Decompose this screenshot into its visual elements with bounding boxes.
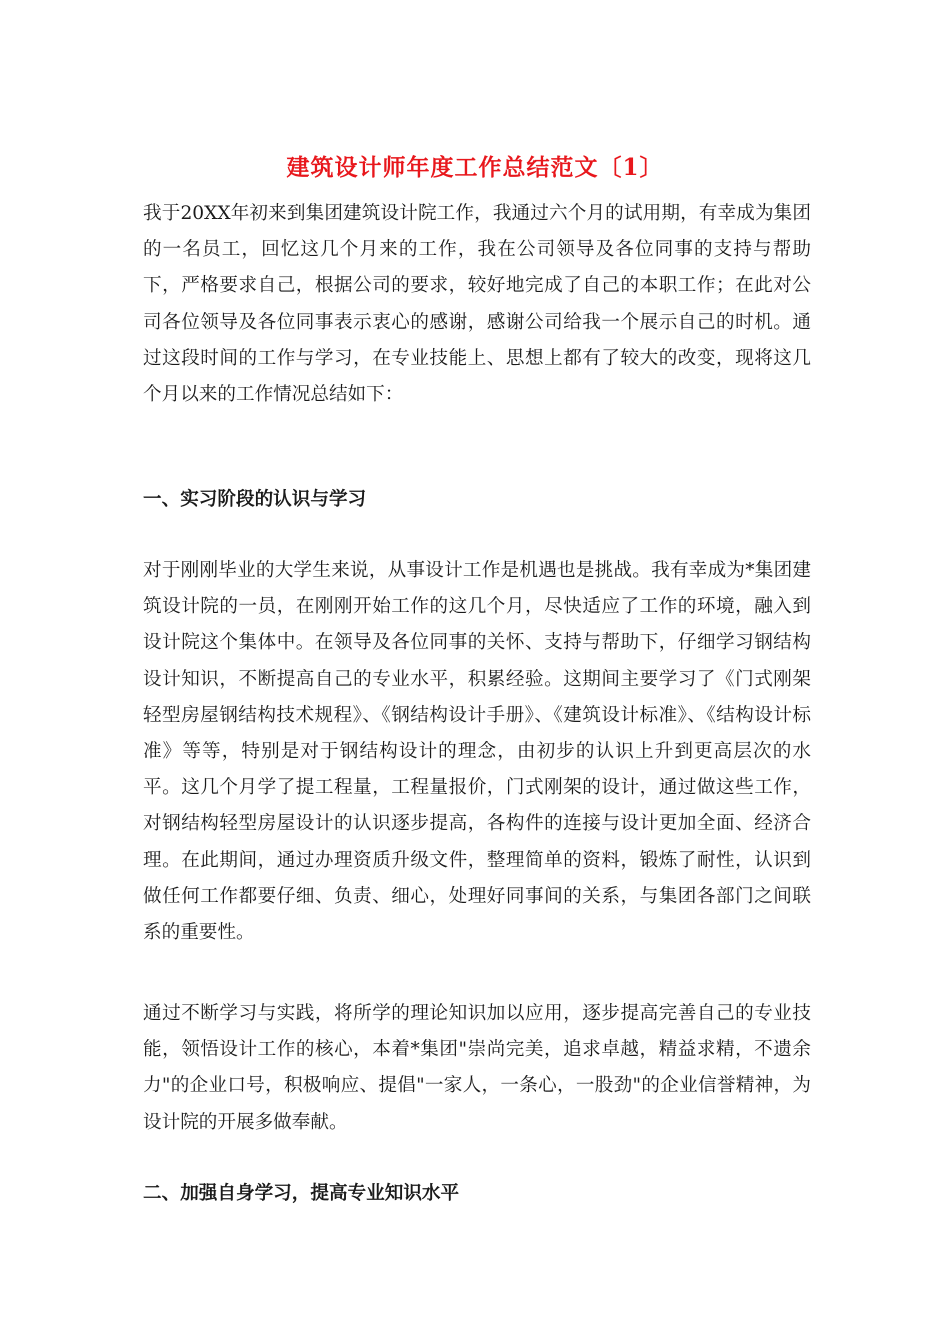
section-1-paragraph-1: 对于刚刚毕业的大学生来说，从事设计工作是机遇也是挑战。我有幸成为*集团建筑设计院的一员，在刚刚开始工作的这几个月，尽快适应了工作的环境，融入到设计院这个集体中。在领导及各位同事的关怀、支持与帮助下，仔细学习钢结构设计知识，不断提高自己的专业水平，积累经验。这期间主要学习了《门式刚架轻型房屋钢结构技术规程》、《钢结构设计手册》、《建筑设计标准》、《结构设计标准》等等，特别是对于钢结构设计的理念，由初步的认识上升到更高层次的水平。这几个月学了提工程量，工程量报价，门式刚架的设计，通过做这些工作，对钢结构轻型房屋设计的认识逐步提高，各构件的连接与设计更加全面、经济合理。在此期间，通过办理资质升级文件，整理简单的资料，锻炼了耐性，认识到做任何工作都要仔细、负责、细心，处理好同事间的关系，与集团各部门之间联系的重要性。: [143, 560, 811, 944]
section-1-paragraph-2: 通过不断学习与实践，将所学的理论知识加以应用，逐步提高完善自己的专业技能，领悟设计工作的核心，本着*集团"崇尚完美，追求卓越，精益求精，不遗余力"的企业口号，积极响应、提倡"一家人，一条心，一股劲"的企业信誉精神，为设计院的开展多做奉献。: [143, 1003, 811, 1133]
intro-paragraph: 我于20XX年初来到集团建筑设计院工作，我通过六个月的试用期，有幸成为集团的一名员工，回忆这几个月来的工作，我在公司领导及各位同事的支持与帮助下，严格要求自己，根据公司的要求，较好地完成了自己的本职工作；在此对公司各位领导及各位同事表示衷心的感谢，感谢公司给我一个展示自己的时机。通过这段时间的工作与学习，在专业技能上、思想上都有了较大的改变，现将这几个月以来的工作情况总结如下：: [143, 203, 811, 406]
document-title: 建筑设计师年度工作总结范文〔1〕: [286, 154, 664, 181]
section-1-heading: 一、实习阶段的认识与学习: [143, 489, 367, 510]
section-2-heading: 二、加强自身学习，提高专业知识水平: [143, 1183, 460, 1204]
